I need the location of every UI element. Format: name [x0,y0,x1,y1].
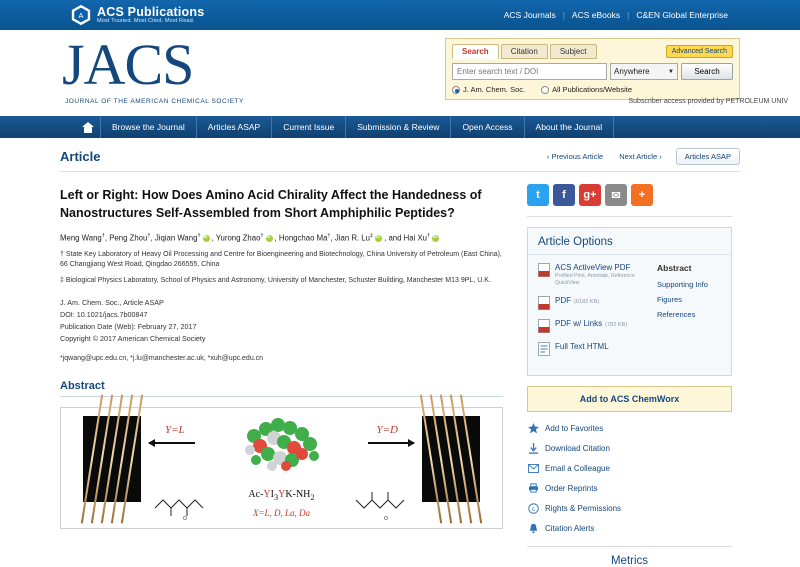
option-pdf-with-links[interactable] [538,319,649,333]
metrics-heading: Metrics [527,546,732,567]
pdf-icon [538,296,550,310]
rights-permissions-link[interactable] [527,502,732,514]
social-share-bar [527,184,732,217]
label-y-equals-d: Y=D [376,423,398,436]
main-nav [0,116,800,138]
search-panel [445,38,740,100]
acs-publications-logo[interactable] [70,4,204,26]
nav-item-browse[interactable]: Browse the Journal [101,116,197,138]
nav-item-articles-asap[interactable]: Articles ASAP [197,116,272,138]
option-pdf-links-size: (782 KB) [605,322,628,329]
search-scope-radios [452,85,733,94]
search-submit-button[interactable]: Search [681,63,733,80]
svg-text:A: A [78,10,84,20]
content-area [0,138,800,567]
related-actions-list [527,422,732,534]
divider: | [562,10,565,20]
article-title: Left or Right: How Does Amino Acid Chirality Affect the Handedness of Nanostructures Self-Assembled from Short Amphiphilic Peptides? [60,188,482,221]
abstract-graphic[interactable] [60,407,503,529]
author-list: Meng Wang†, Peng Zhou†, Jiqian Wang† iD , Yurong Zhao† iD , Hongchao Ma†, Jian R. Lu‡ iD , and Hai Xu†iD [60,232,503,244]
option-full-text-label: Full Text HTML [555,342,609,352]
acs-hexagon-icon [70,4,92,26]
email-colleague-label: Email a Colleague [545,463,610,473]
citation-alerts-label: Citation Alerts [545,523,595,533]
option-full-text-html[interactable] [538,342,649,356]
email-colleague-link[interactable] [527,462,732,474]
facebook-share-button[interactable]: f [553,184,575,206]
label-y-equals-l: Y=L [165,423,185,436]
chemical-structure-left [153,486,209,520]
molecular-model [222,416,342,472]
tab-citation[interactable]: Citation [501,44,548,59]
search-scope-select[interactable] [610,63,678,80]
top-links [497,10,790,20]
radio-all-label: All Publications/Website [552,85,633,94]
copyright-icon [527,502,539,514]
more-share-button[interactable]: + [631,184,653,206]
copyright-line: Copyright © 2017 American Chemical Society [60,333,206,343]
next-article-link[interactable]: Next Article › [619,152,662,161]
chevron-down-icon: ▼ [668,68,674,75]
add-to-chemworx-button[interactable]: Add to ACS ChemWorx [527,386,732,412]
envelope-icon [527,462,539,474]
article-download-options [538,263,649,365]
jump-supporting-info[interactable]: Supporting Info [657,280,708,289]
option-activeview-pdf[interactable] [538,263,649,287]
printer-icon [527,482,539,494]
article-sidebar [527,172,732,567]
top-link-acs-ebooks[interactable]: ACS eBooks [571,10,621,20]
top-link-cen[interactable]: C&EN Global Enterprise [636,10,728,20]
arrow-left-icon [149,442,195,444]
radio-journal-label: J. Am. Chem. Soc. [463,85,526,94]
search-row [452,63,733,80]
orcid-icon[interactable] [375,235,382,242]
article-jump-links [649,263,721,365]
publication-date: Publication Date (Web): February 27, 2017 [60,321,197,331]
orcid-icon[interactable] [203,235,210,242]
svg-text:O: O [384,515,388,522]
orcid-icon[interactable] [266,235,273,242]
search-scope-value: Anywhere [614,67,650,76]
previous-article-link[interactable]: ‹ Previous Article [546,152,604,161]
html-icon [538,342,550,356]
svg-text:c: c [531,505,535,513]
radio-all-publications[interactable] [541,85,632,94]
nav-item-about[interactable]: About the Journal [525,116,615,138]
article-options-panel [527,227,732,376]
home-icon [82,122,94,133]
divider: | [627,10,630,20]
tem-image-left [83,416,141,502]
nav-item-home[interactable] [75,116,101,138]
journal-fullname: JOURNAL OF THE AMERICAN CHEMICAL SOCIETY [65,98,244,105]
radio-dot-icon [541,86,549,94]
jump-abstract: Abstract [657,263,692,273]
add-to-favorites-label: Add to Favorites [545,423,604,433]
option-pdf-size: (6182 KB) [574,299,600,306]
nav-item-open-access[interactable]: Open Access [451,116,524,138]
chemical-structure-right [354,486,410,520]
jump-figures[interactable]: Figures [657,295,683,304]
article-options-title: Article Options [528,228,731,255]
previous-article-label: Previous Article [551,152,604,161]
order-reprints-label: Order Reprints [545,483,598,493]
bell-icon [527,522,539,534]
masthead [0,30,800,116]
top-utility-bar [0,0,800,30]
article-pager [539,148,740,165]
abstract-heading: Abstract [60,380,503,397]
journal-logo[interactable] [0,30,244,116]
add-to-favorites-link[interactable] [527,422,732,434]
arrow-right-icon [368,442,414,444]
article-options-body [528,255,731,375]
nav-item-current-issue[interactable]: Current Issue [272,116,346,138]
page-title: Article [60,149,101,164]
order-reprints-link[interactable] [527,482,732,494]
advanced-search-button[interactable]: Advanced Search [666,45,733,58]
radio-dot-icon [452,86,460,94]
option-activeview-label: ACS ActiveView PDF [555,263,631,272]
article-meta [60,297,503,345]
next-article-label: Next Article [619,152,658,161]
pdf-icon [538,319,550,333]
star-icon [527,422,539,434]
tem-image-right [422,416,480,502]
doi-line: DOI: 10.1021/jacs.7b00847 [60,309,148,319]
option-pdf-label: PDF [555,296,571,306]
download-icon [527,442,539,454]
journal-mark: JACS [62,32,194,97]
search-tabs [452,44,733,59]
option-pdf[interactable] [538,296,649,310]
journal-citation: J. Am. Chem. Soc., Article ASAP [60,298,164,308]
option-pdf-links-label: PDF w/ Links [555,319,603,329]
twitter-share-button[interactable]: t [527,184,549,206]
rights-permissions-label: Rights & Permissions [545,503,622,513]
affiliation-2: ‡ Biological Physics Laboratory, School of Physics and Astronomy, University of Manchester, Schuster Building, Manchester M13 9PL, U.K. [60,277,491,285]
download-citation-label: Download Citation [545,443,610,453]
option-activeview-sub: Profiled Print, Annotate, Reference QuickView [555,273,635,287]
svg-text:O: O [183,515,187,522]
acs-brand-tagline: Most Trusted. Most Cited. Most Read. [97,17,195,24]
email-share-button[interactable]: ✉ [605,184,627,206]
columns [60,172,740,567]
nav-item-submission-review[interactable]: Submission & Review [346,116,451,138]
citation-alerts-link[interactable] [527,522,732,534]
tab-search[interactable]: Search [452,44,499,59]
article-header-bar [60,138,740,172]
article-main-column [60,172,515,567]
google-plus-share-button[interactable]: g+ [579,184,601,206]
pdf-icon [538,263,550,277]
top-link-acs-journals[interactable]: ACS Journals [503,10,556,20]
subscriber-note: Subscriber access provided by PETROLEUM UNIV [628,98,788,105]
download-citation-link[interactable] [527,442,732,454]
acs-brand-title: ACS Publications [97,4,205,19]
jump-references[interactable]: References [657,310,696,319]
x-variants-label: X=L, D, La, Da [252,507,311,518]
affiliation-1: † State Key Laboratory of Heavy Oil Processing and Centre for Bioengineering and Biotechnology, China University of Petroleum (East China), 66 Changjiang West Road, Qingdao 266555, China [60,250,502,269]
peptide-formula: $Ac-YI_3YK-NH_2$ [248,488,315,502]
radio-journal-only[interactable] [452,85,525,94]
orcid-icon[interactable] [432,235,439,242]
articles-asap-button[interactable]: Articles ASAP [676,148,740,165]
search-input[interactable] [452,63,607,80]
corresponding-emails: *jqwang@upc.edu.cn, *j.lu@manchester.ac.uk, *xuh@upc.edu.cn [60,354,264,362]
tab-subject[interactable]: Subject [550,44,597,59]
